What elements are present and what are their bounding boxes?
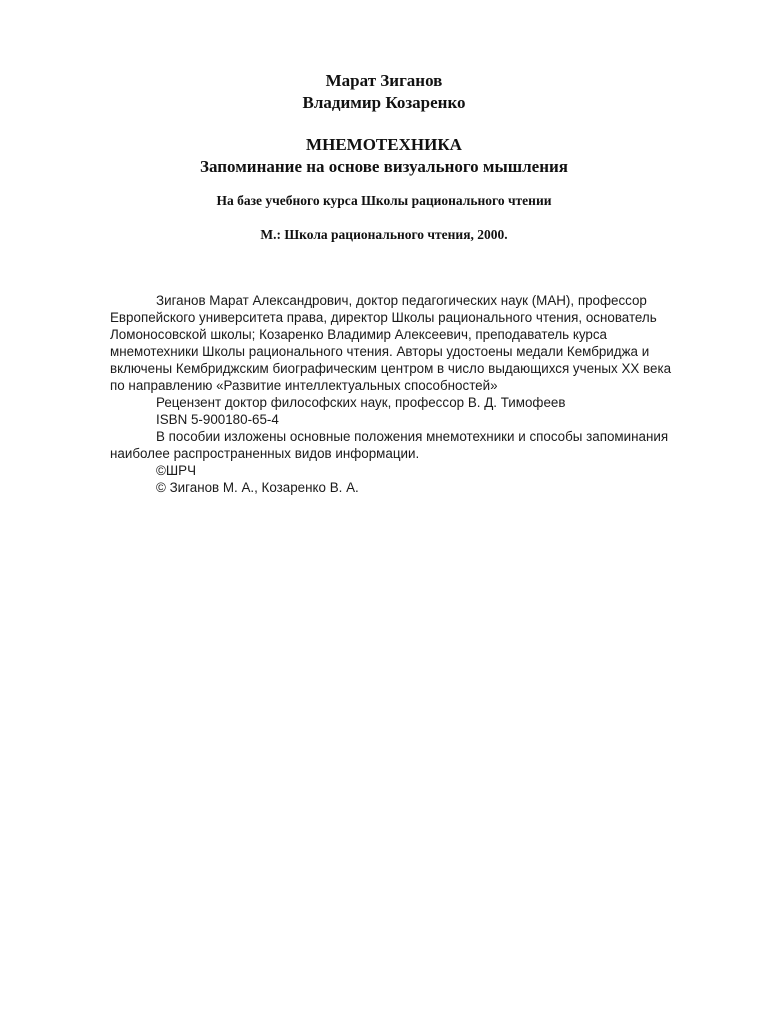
publisher-line — [0, 226, 768, 244]
title-block — [0, 134, 768, 178]
body-text — [110, 292, 715, 496]
about-line: Европейского университета права, директор Школы рационального чтения, основатель — [110, 310, 657, 325]
about-line: Зиганов Марат Александрович, доктор педагогических наук (МАН), профессор — [156, 293, 647, 308]
author-name: Марат Зиганов — [325, 71, 443, 90]
authors-block — [0, 70, 768, 114]
isbn-line: ISBN 5-900180-65-4 — [156, 412, 279, 427]
copyright-authors: © Зиганов М. А., Козаренко В. А. — [156, 480, 359, 495]
book-subtitle: Запоминание на основе визуального мышления — [199, 157, 569, 176]
course-text: На базе учебного курса Школы рационального чтении — [216, 193, 552, 208]
publisher-text: М.: Школа рационального чтения, 2000. — [260, 227, 508, 242]
summary-line: наиболее распространенных видов информации. — [110, 446, 420, 461]
reviewer-line: Рецензент доктор философских наук, профессор В. Д. Тимофеев — [156, 395, 566, 410]
course-line — [0, 192, 768, 210]
about-line: включены Кембриджским биографическим центром в число выдающихся ученых XX века — [110, 361, 672, 376]
about-line: мнемотехники Школы рационального чтения. Авторы удостоены медали Кембриджа и — [110, 344, 650, 359]
book-title: МНЕМОТЕХНИКА — [306, 135, 462, 154]
about-line: Ломоносовской школы; Козаренко Владимир Алексеевич, преподаватель курса — [110, 327, 607, 342]
summary-line: В пособии изложены основные положения мнемотехники и способы запоминания — [156, 429, 669, 444]
about-line: по направлению «Развитие интеллектуальных способностей» — [110, 378, 498, 393]
copyright-school: ©ШРЧ — [156, 463, 196, 478]
author-name: Владимир Козаренко — [302, 93, 466, 112]
